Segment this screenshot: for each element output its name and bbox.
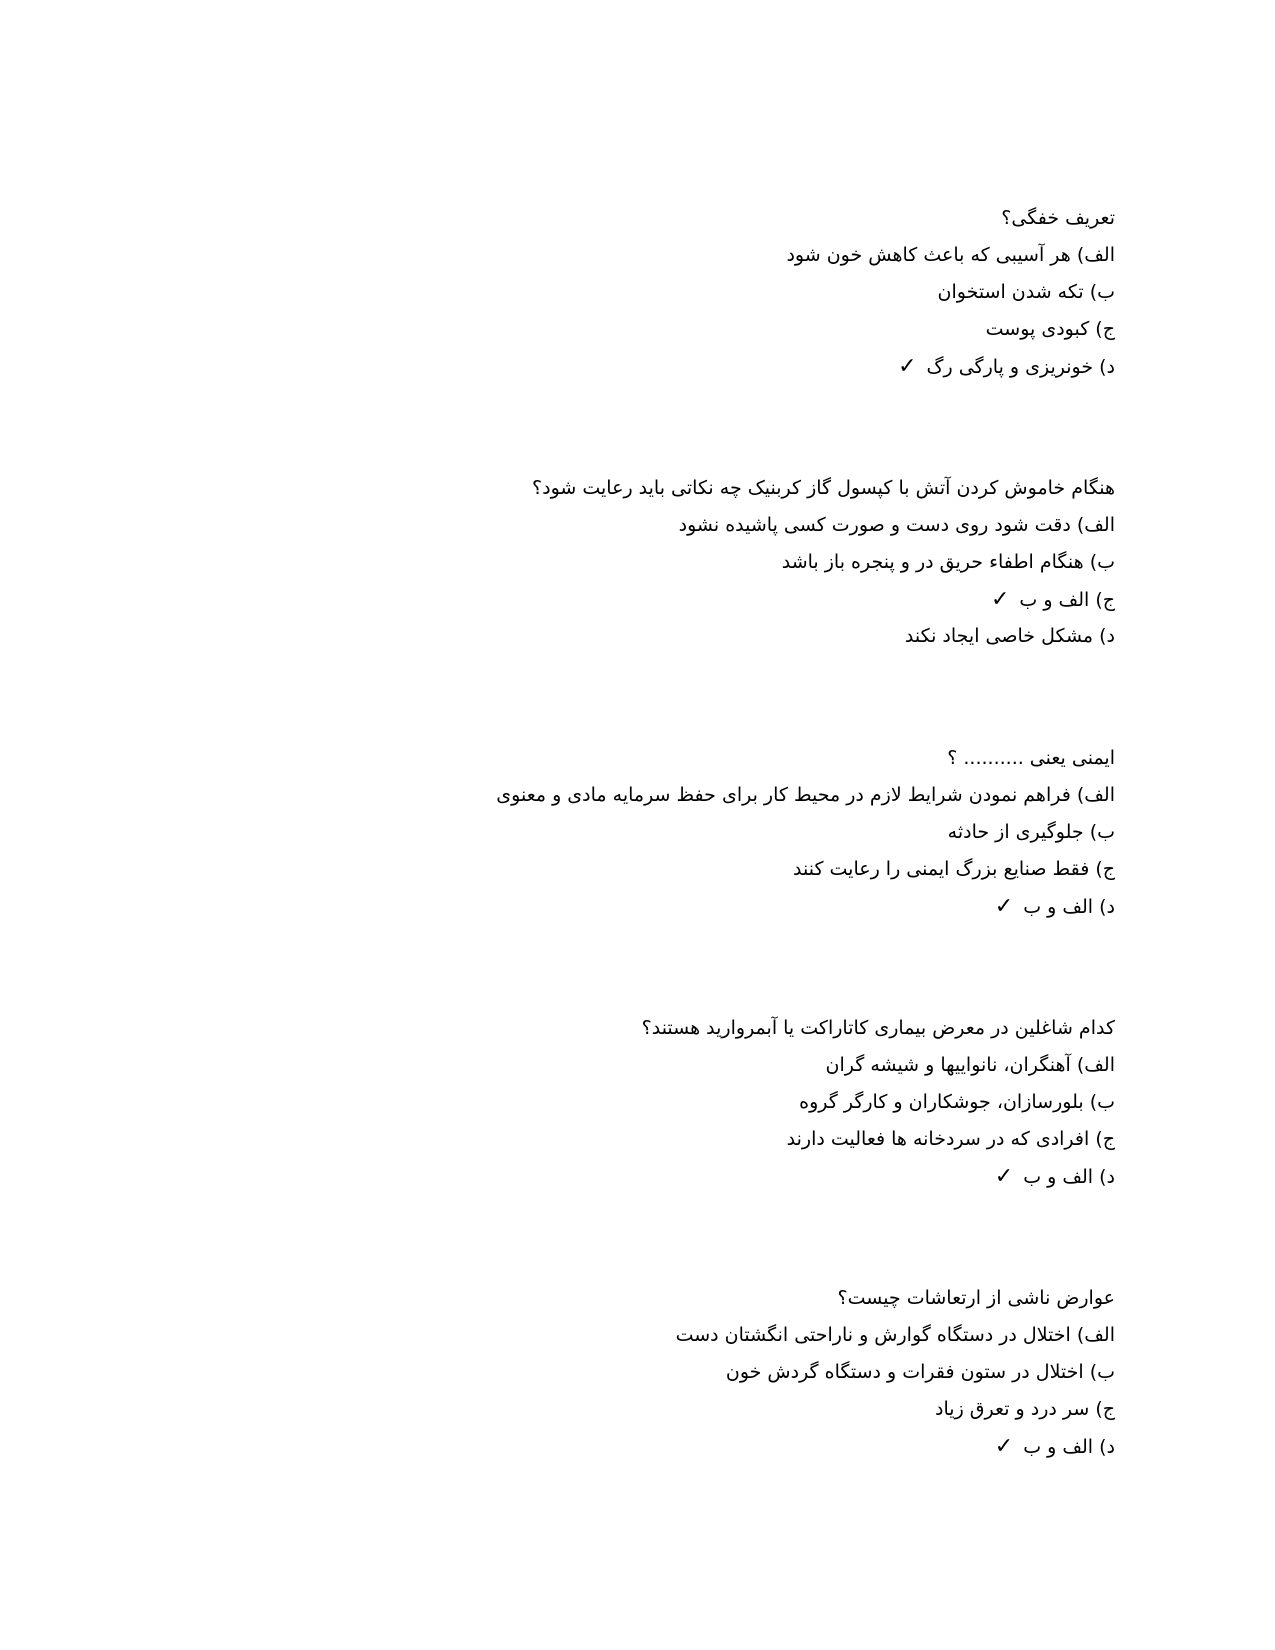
option-text: ج) افرادی که در سردخانه ها فعالیت دارند bbox=[786, 1128, 1115, 1150]
checkmark-icon: ✓ bbox=[898, 354, 917, 379]
question-block bbox=[415, 470, 1115, 655]
question-title: عوارض ناشی از ارتعاشات چیست؟ bbox=[837, 1287, 1115, 1309]
question-title: تعریف خفگی؟ bbox=[1001, 207, 1115, 229]
answer-option-correct bbox=[415, 888, 1115, 925]
answer-option bbox=[415, 777, 1115, 814]
option-text: ب) جلوگیری از حادثه bbox=[947, 821, 1115, 843]
answer-option bbox=[415, 1121, 1115, 1158]
checkmark-icon: ✓ bbox=[990, 587, 1010, 612]
question-block bbox=[415, 1010, 1115, 1195]
answer-option bbox=[415, 1084, 1115, 1121]
answer-option bbox=[415, 1317, 1115, 1354]
option-text: الف) آهنگران، نانواییها و شیشه گران bbox=[825, 1054, 1115, 1076]
answer-option-correct bbox=[415, 1158, 1115, 1195]
answer-option bbox=[415, 1354, 1115, 1391]
answer-option bbox=[415, 851, 1115, 888]
answer-option bbox=[415, 544, 1115, 581]
option-text: الف) دقت شود روی دست و صورت کسی پاشیده نشود bbox=[678, 514, 1115, 536]
option-text: ب) تکه شدن استخوان bbox=[937, 281, 1115, 303]
option-text: د) مشکل خاصی ایجاد نکند bbox=[904, 625, 1115, 647]
answer-option bbox=[415, 274, 1115, 311]
option-text: ج) فقط صنایع بزرگ ایمنی را رعایت کنند bbox=[793, 858, 1115, 880]
option-text: ج) سر درد و تعرق زیاد bbox=[935, 1398, 1115, 1420]
checkmark-icon: ✓ bbox=[994, 1434, 1014, 1459]
question-block bbox=[415, 740, 1115, 925]
answer-option bbox=[415, 1047, 1115, 1084]
option-text: د) الف و ب bbox=[1023, 1436, 1115, 1458]
answer-option bbox=[415, 814, 1115, 851]
option-text: د) الف و ب bbox=[1023, 896, 1115, 918]
option-text: ب) اختلال در ستون فقرات و دستگاه گردش خون bbox=[725, 1361, 1115, 1383]
answer-option-correct bbox=[415, 581, 1115, 618]
option-text: د) الف و ب bbox=[1023, 1166, 1115, 1188]
option-text: الف) فراهم نمودن شرایط لازم در محیط کار برای حفظ سرمایه مادی و معنوی bbox=[496, 784, 1115, 806]
option-text: ج) الف و ب bbox=[1019, 589, 1115, 611]
checkmark-icon: ✓ bbox=[994, 894, 1014, 919]
option-text: ب) بلورسازان، جوشکاران و کارگر گروه bbox=[799, 1091, 1115, 1113]
answer-option bbox=[415, 237, 1115, 274]
question-block bbox=[415, 200, 1115, 385]
answer-option bbox=[415, 618, 1115, 655]
question-title: هنگام خاموش کردن آتش با کپسول گاز کربنیک چه نکاتی باید رعایت شود؟ bbox=[532, 477, 1115, 499]
answer-option bbox=[415, 311, 1115, 348]
answer-option-correct bbox=[415, 348, 1115, 385]
question-title: ایمنی یعنی .......... ؟ bbox=[947, 747, 1115, 769]
option-text: د) خونریزی و پارگی رگ bbox=[926, 356, 1115, 378]
option-text: ج) کبودی پوست bbox=[985, 318, 1115, 340]
question-title: کدام شاغلین در معرض بیماری کاتاراکت یا آبمروارید هستند؟ bbox=[641, 1017, 1115, 1039]
answer-option bbox=[415, 507, 1115, 544]
answer-option-correct bbox=[415, 1428, 1115, 1465]
question-block bbox=[415, 1280, 1115, 1465]
option-text: الف) اختلال در دستگاه گوارش و ناراحتی انگشتان دست bbox=[675, 1324, 1115, 1346]
checkmark-icon: ✓ bbox=[994, 1164, 1014, 1189]
option-text: الف) هر آسیبی که باعث کاهش خون شود bbox=[786, 244, 1115, 266]
answer-option bbox=[415, 1391, 1115, 1428]
option-text: ب) هنگام اطفاء حریق در و پنجره باز باشد bbox=[781, 551, 1115, 573]
